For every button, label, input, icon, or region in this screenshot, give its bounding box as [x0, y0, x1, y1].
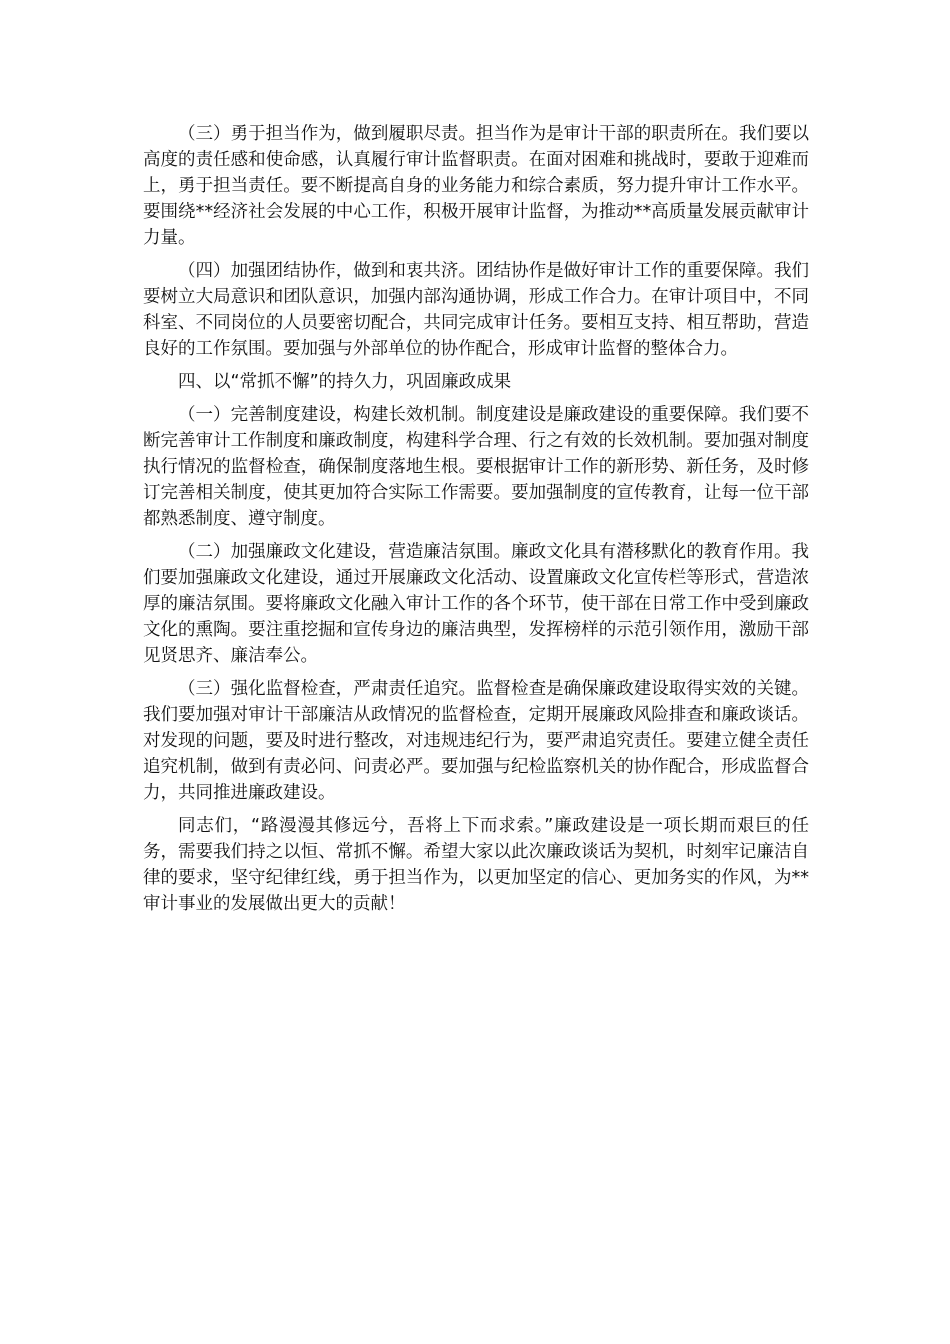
- document-page: [143, 121, 809, 924]
- paragraph-integrity-culture: （二）加强廉政文化建设，营造廉洁氛围。廉政文化具有潜移默化的教育作用。我们要加强廉政文化建设，通过开展廉政文化活动、设置廉政文化宣传栏等形式，营造浓厚的廉洁氛围。要将廉政文化融入审计工作的各个环节，使干部在日常工作中受到廉政文化的熏陶。要注重挖掘和宣传身边的廉洁典型，发挥榜样的示范引领作用，激励干部见贤思齐、廉洁奉公。: [143, 542, 809, 666]
- paragraph-supervision: （三）强化监督检查，严肃责任追究。监督检查是确保廉政建设取得实效的关键。我们要加强对审计干部廉洁从政情况的监督检查，定期开展廉政风险排查和廉政谈话。对发现的问题，要及时进行整改，对违规违纪行为，要严肃追究责任。要建立健全责任追究机制，做到有责必问、问责必严。要加强与纪检监察机关的协作配合，形成监督合力，共同推进廉政建设。: [143, 679, 809, 803]
- paragraph-closing: 同志们，“路漫漫其修远兮，吾将上下而求索。”廉政建设是一项长期而艰巨的任务，需要我们持之以恒、常抓不懈。希望大家以此次廉政谈话为契机，时刻牢记廉洁自律的要求，坚守纪律红线，勇于担当作为，以更加坚定的信心、更加务实的作风，为**审计事业的发展做出更大的贡献！: [143, 816, 809, 914]
- paragraph-system-building: （一）完善制度建设，构建长效机制。制度建设是廉政建设的重要保障。我们要不断完善审计工作制度和廉政制度，构建科学合理、行之有效的长效机制。要加强对制度执行情况的监督检查，确保制度落地生根。要根据审计工作的新形势、新任务，及时修订完善相关制度，使其更加符合实际工作需要。要加强制度的宣传教育，让每一位干部都熟悉制度、遵守制度。: [143, 405, 809, 529]
- paragraph-teamwork: （四）加强团结协作，做到和衷共济。团结协作是做好审计工作的重要保障。我们要树立大局意识和团队意识，加强内部沟通协调，形成工作合力。在审计项目中，不同科室、不同岗位的人员要密切配合，共同完成审计任务。要相互支持、相互帮助，营造良好的工作氛围。要加强与外部单位的协作配合，形成审计监督的整体合力。: [143, 261, 809, 359]
- section-heading-four: 四、以“常抓不懈”的持久力，巩固廉政成果: [178, 372, 512, 392]
- paragraph-duty: （三）勇于担当作为，做到履职尽责。担当作为是审计干部的职责所在。我们要以高度的责任感和使命感，认真履行审计监督职责。在面对困难和挑战时，要敢于迎难而上，勇于担当责任。要不断提高自身的业务能力和综合素质，努力提升审计工作水平。要围绕**经济社会发展的中心工作，积极开展审计监督，为推动**高质量发展贡献审计力量。: [143, 124, 809, 248]
